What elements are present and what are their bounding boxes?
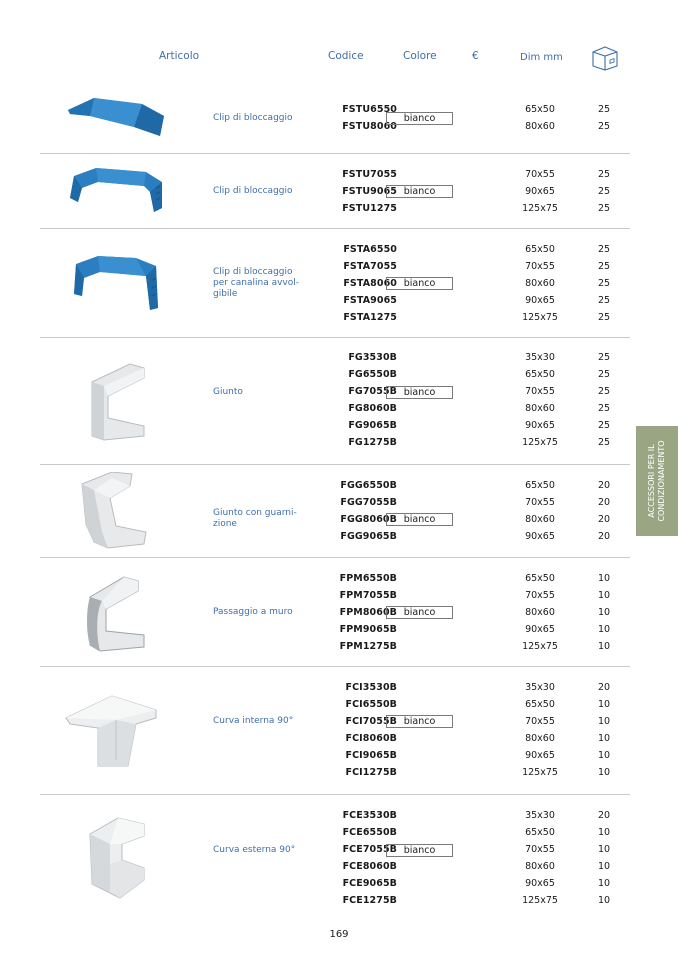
product-code: FG8060B: [348, 403, 397, 414]
clip-product-image: [60, 162, 175, 222]
dimension-value: 125x75: [522, 767, 558, 778]
dimension-value: 90x65: [525, 624, 555, 635]
product-code: FSTU6550: [342, 104, 397, 115]
quantity-list: [590, 101, 618, 135]
dimension-value: 70x55: [525, 497, 555, 508]
product-code: FG9065B: [348, 420, 397, 431]
quantity-value: 10: [597, 624, 611, 635]
dimension-value: 70x55: [525, 716, 555, 727]
dimension-value: 90x65: [525, 750, 555, 761]
product-description: Clip di bloccaggio: [213, 113, 293, 123]
joint-product-image: [60, 356, 175, 446]
quantity-value: 25: [597, 104, 611, 115]
quantity-value: 25: [597, 261, 611, 272]
side-tab-line-2: CONDIZIONAMENTO: [657, 440, 666, 522]
product-code: FPM8060B: [339, 607, 397, 618]
code-list: [290, 679, 397, 781]
quantity-value: 25: [597, 169, 611, 180]
internal-curve-product-image: [60, 690, 175, 770]
product-description: Clip di bloccaggio: [213, 186, 293, 196]
product-code: FSTA1275: [343, 312, 397, 323]
clip-product-image: [60, 94, 175, 144]
product-code: FCI1275B: [345, 767, 397, 778]
quantity-value: 25: [597, 203, 611, 214]
product-code: FCI9065B: [345, 750, 397, 761]
dimension-list: [500, 477, 580, 545]
code-list: [290, 349, 397, 451]
product-code: FCE1275B: [342, 895, 397, 906]
dimension-list: [500, 241, 580, 326]
dimension-value: 70x55: [525, 169, 555, 180]
quantity-value: 25: [597, 420, 611, 431]
product-code: FGG9065B: [340, 531, 397, 542]
product-code: FGG6550B: [340, 480, 397, 491]
color-field: bianco: [386, 606, 453, 619]
product-code: FPM7055B: [339, 590, 397, 601]
quantity-value: 10: [597, 641, 611, 652]
dimension-list: [500, 349, 580, 451]
dimension-value: 70x55: [525, 386, 555, 397]
side-tab-line-1: ACCESSORI PER IL: [647, 444, 656, 518]
dimension-value: 80x60: [525, 861, 555, 872]
product-code: FG7055B: [348, 386, 397, 397]
quantity-value: 25: [597, 295, 611, 306]
code-list: [290, 101, 397, 135]
quantity-value: 10: [597, 590, 611, 601]
dimension-value: 65x50: [525, 699, 555, 710]
product-code: FCE7055B: [342, 844, 397, 855]
dimension-value: 65x50: [525, 369, 555, 380]
color-field: bianco: [386, 386, 453, 399]
quantity-value: 10: [597, 699, 611, 710]
dimension-value: 125x75: [522, 641, 558, 652]
dimension-value: 80x60: [525, 514, 555, 525]
product-code: FCE3530B: [342, 810, 397, 821]
header-colore: Colore: [403, 50, 437, 62]
quantity-value: 10: [597, 844, 611, 855]
quantity-value: 10: [597, 861, 611, 872]
row-separator: [40, 557, 630, 558]
product-code: FPM6550B: [339, 573, 397, 584]
product-code: FPM1275B: [339, 641, 397, 652]
product-code: FCI3530B: [345, 682, 397, 693]
quantity-value: 25: [597, 437, 611, 448]
quantity-value: 25: [597, 186, 611, 197]
joint-with-gasket-product-image: [60, 472, 175, 552]
quantity-value: 25: [597, 386, 611, 397]
dimension-value: 65x50: [525, 104, 555, 115]
header-codice: Codice: [328, 50, 364, 62]
quantity-list: [590, 477, 618, 545]
product-code: FSTU1275: [342, 203, 397, 214]
dimension-value: 35x30: [525, 682, 555, 693]
product-description: Curva esterna 90°: [213, 845, 296, 855]
dimension-value: 35x30: [525, 352, 555, 363]
quantity-value: 25: [597, 312, 611, 323]
color-field: bianco: [386, 185, 453, 198]
dimension-value: 70x55: [525, 261, 555, 272]
code-list: [290, 477, 397, 545]
product-code: FSTU8060: [342, 121, 397, 132]
dimension-value: 80x60: [525, 403, 555, 414]
side-tab-label: [647, 440, 667, 521]
code-list: [290, 166, 397, 217]
dimension-value: 65x50: [525, 244, 555, 255]
product-code: FCI7055B: [345, 716, 397, 727]
product-code: FGG8060B: [340, 514, 397, 525]
dimension-value: 70x55: [525, 590, 555, 601]
quantity-list: [590, 166, 618, 217]
quantity-value: 10: [597, 767, 611, 778]
quantity-value: 10: [597, 733, 611, 744]
product-description: Clip di bloccaggio per canalina avvol-gibile: [213, 267, 299, 299]
dimension-value: 35x30: [525, 810, 555, 821]
row-separator: [40, 337, 630, 338]
quantity-value: 25: [597, 121, 611, 132]
dimension-value: 125x75: [522, 895, 558, 906]
dimension-value: 80x60: [525, 121, 555, 132]
wall-passage-product-image: [60, 569, 175, 657]
quantity-value: 10: [597, 895, 611, 906]
color-field: bianco: [386, 112, 453, 125]
dimension-value: 90x65: [525, 295, 555, 306]
row-separator: [40, 464, 630, 465]
quantity-value: 10: [597, 827, 611, 838]
dimension-value: 80x60: [525, 733, 555, 744]
header-dimensions: Dim mm: [520, 52, 563, 63]
row-separator: [40, 153, 630, 154]
dimension-value: 90x65: [525, 531, 555, 542]
clip-product-image: [60, 250, 175, 314]
dimension-value: 90x65: [525, 878, 555, 889]
product-code: FCI6550B: [345, 699, 397, 710]
quantity-list: [590, 807, 618, 909]
code-list: [290, 807, 397, 909]
dimension-value: 80x60: [525, 278, 555, 289]
product-code: FCE8060B: [342, 861, 397, 872]
quantity-value: 10: [597, 716, 611, 727]
page-number: 169: [329, 929, 349, 940]
package-box-icon: [590, 45, 620, 71]
quantity-value: 10: [597, 573, 611, 584]
external-curve-product-image: [60, 814, 175, 904]
quantity-value: 20: [597, 810, 611, 821]
product-code: FCI8060B: [345, 733, 397, 744]
product-description: Passaggio a muro: [213, 607, 293, 617]
product-code: FSTA6550: [343, 244, 397, 255]
dimension-value: 90x65: [525, 186, 555, 197]
quantity-list: [590, 241, 618, 326]
code-list: [290, 570, 397, 655]
product-code: FG6550B: [348, 369, 397, 380]
dimension-list: [500, 807, 580, 909]
dimension-value: 65x50: [525, 827, 555, 838]
dimension-value: 125x75: [522, 312, 558, 323]
color-field: bianco: [386, 715, 453, 728]
product-code: FCE6550B: [342, 827, 397, 838]
dimension-value: 65x50: [525, 573, 555, 584]
header-price: €: [472, 50, 479, 62]
quantity-list: [590, 570, 618, 655]
dimension-list: [500, 570, 580, 655]
product-code: FG1275B: [348, 437, 397, 448]
color-field: bianco: [386, 277, 453, 290]
dimension-value: 90x65: [525, 420, 555, 431]
quantity-value: 20: [597, 682, 611, 693]
product-code: FPM9065B: [339, 624, 397, 635]
quantity-value: 10: [597, 607, 611, 618]
quantity-list: [590, 349, 618, 451]
product-code: FGG7055B: [340, 497, 397, 508]
product-description: Giunto con guarni-zione: [213, 508, 297, 529]
product-description: Curva interna 90°: [213, 716, 294, 726]
quantity-value: 20: [597, 480, 611, 491]
quantity-value: 20: [597, 514, 611, 525]
header-articolo: Articolo: [159, 50, 200, 62]
product-code: FG3530B: [348, 352, 397, 363]
row-separator: [40, 666, 630, 667]
product-code: FCE9065B: [342, 878, 397, 889]
quantity-value: 10: [597, 750, 611, 761]
dimension-value: 80x60: [525, 607, 555, 618]
dimension-value: 65x50: [525, 480, 555, 491]
quantity-value: 25: [597, 369, 611, 380]
code-list: [290, 241, 397, 326]
quantity-value: 25: [597, 403, 611, 414]
dimension-value: 70x55: [525, 844, 555, 855]
product-code: FSTU7055: [342, 169, 397, 180]
product-code: FSTA7055: [343, 261, 397, 272]
quantity-value: 25: [597, 244, 611, 255]
product-code: FSTU9065: [342, 186, 397, 197]
quantity-value: 20: [597, 497, 611, 508]
color-field: bianco: [386, 844, 453, 857]
quantity-list: [590, 679, 618, 781]
product-code: FSTA8060: [343, 278, 397, 289]
quantity-value: 25: [597, 278, 611, 289]
dimension-value: 125x75: [522, 437, 558, 448]
product-description: Giunto: [213, 387, 243, 397]
dimension-list: [500, 101, 580, 135]
quantity-value: 10: [597, 878, 611, 889]
quantity-value: 20: [597, 531, 611, 542]
dimension-value: 125x75: [522, 203, 558, 214]
color-field: bianco: [386, 513, 453, 526]
section-side-tab: [636, 426, 678, 536]
dimension-list: [500, 166, 580, 217]
quantity-value: 25: [597, 352, 611, 363]
row-separator: [40, 228, 630, 229]
dimension-list: [500, 679, 580, 781]
row-separator: [40, 794, 630, 795]
product-code: FSTA9065: [343, 295, 397, 306]
